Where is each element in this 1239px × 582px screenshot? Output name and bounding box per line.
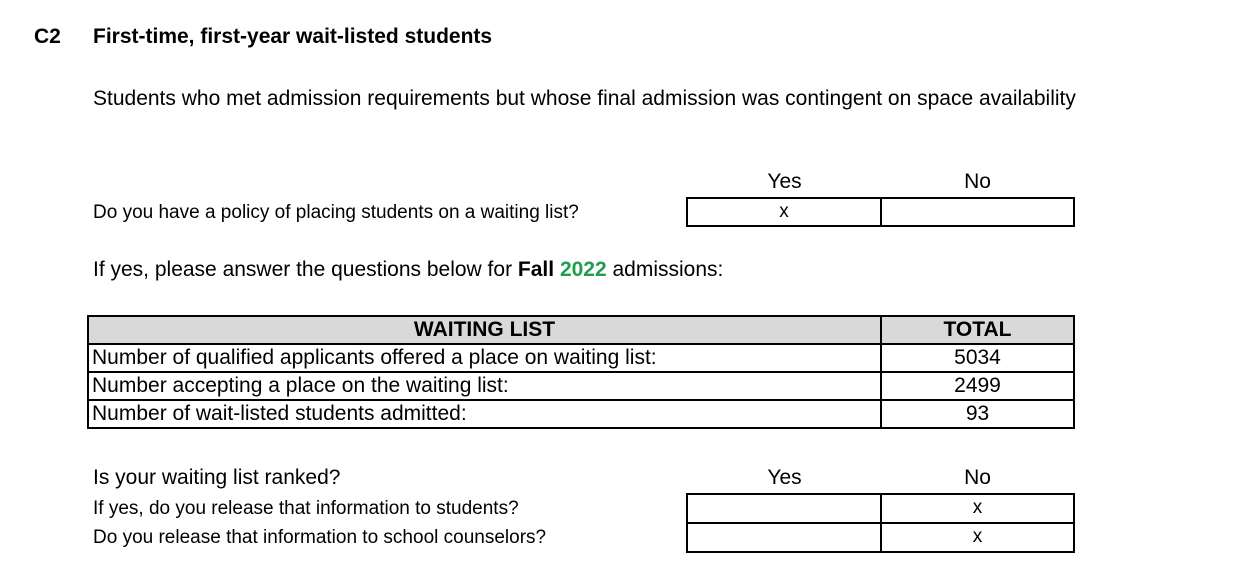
ranked-no-header: No	[964, 466, 991, 489]
instructions-suffix: admissions:	[606, 258, 724, 281]
row-total[interactable]: 2499	[881, 372, 1074, 400]
policy-yes-cell[interactable]: x	[686, 197, 882, 227]
waiting-list-header: WAITING LIST	[88, 316, 881, 344]
release-counselors-no-cell[interactable]: x	[880, 522, 1075, 553]
table-header-row	[88, 316, 1074, 344]
row-total[interactable]: 5034	[881, 344, 1074, 372]
row-label: Number of qualified applicants offered a place on waiting list:	[88, 344, 881, 372]
release-students-no-cell[interactable]: x	[880, 493, 1075, 524]
table-row	[88, 400, 1074, 428]
instructions-line	[93, 258, 723, 282]
ranked-question: Is your waiting list ranked?	[93, 466, 341, 489]
policy-no-header: No	[964, 170, 991, 193]
section-title: First-time, first-year wait-listed students	[93, 25, 493, 48]
total-header: TOTAL	[881, 316, 1074, 344]
table-row	[88, 372, 1074, 400]
policy-yes-header: Yes	[767, 170, 802, 193]
row-label: Number of wait-listed students admitted:	[88, 400, 881, 428]
release-students-question: If yes, do you release that information to students?	[93, 498, 519, 519]
section-code: C2	[34, 25, 61, 48]
instructions-prefix: If yes, please answer the questions below for	[93, 258, 518, 281]
term-label: Fall	[517, 258, 555, 281]
policy-question: Do you have a policy of placing students on a waiting list?	[93, 202, 579, 223]
ranked-yes-header: Yes	[767, 466, 802, 489]
section-description: Students who met admission requirements but whose final admission was contingent on space availability	[93, 87, 1076, 110]
row-total[interactable]: 93	[881, 400, 1074, 428]
waiting-list-table	[87, 315, 1075, 429]
release-students-yes-cell[interactable]	[686, 493, 882, 524]
policy-no-cell[interactable]	[880, 197, 1075, 227]
table-row	[88, 344, 1074, 372]
release-counselors-yes-cell[interactable]	[686, 522, 882, 553]
term-year: 2022	[559, 258, 607, 281]
release-counselors-question: Do you release that information to school counselors?	[93, 527, 547, 548]
row-label: Number accepting a place on the waiting list:	[88, 372, 881, 400]
